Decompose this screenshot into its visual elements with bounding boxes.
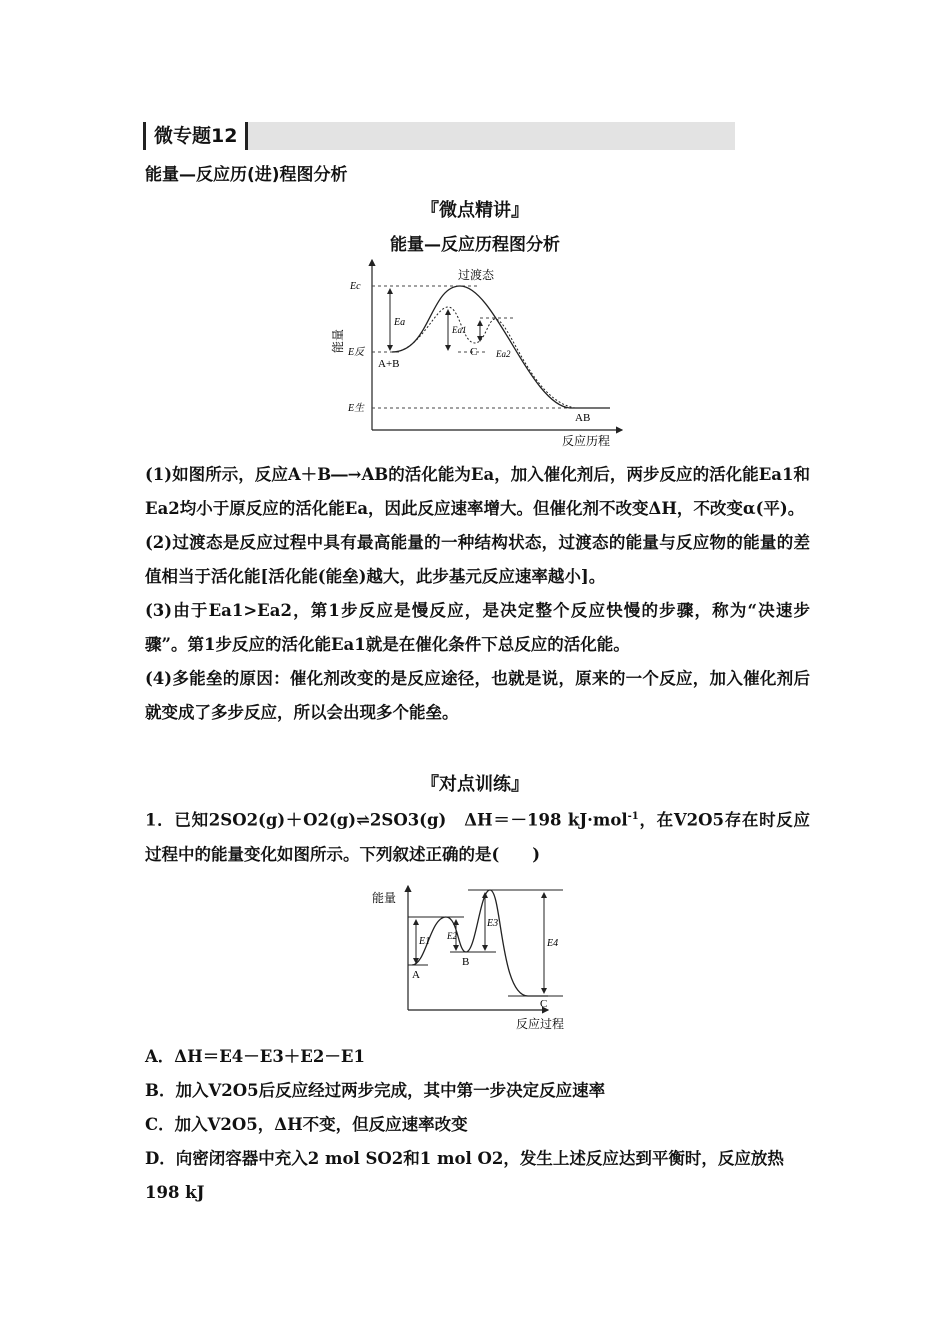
fig2-x-axis-label: 反应过程 bbox=[516, 1017, 565, 1031]
point-1: (1)如图所示，反应A＋B―→AB的活化能为Ea，加入催化剂后，两步反应的活化能Ea1和Ea2均小于原反应的活化能Ea，因此反应速率增大。但催化剂不改变ΔH，不改变α(平)。 bbox=[145, 465, 810, 518]
question-stem-superscript: -1 bbox=[627, 811, 639, 822]
section-title-practice: 『对点训练』 bbox=[421, 774, 529, 795]
fig1-catalyzed-curve bbox=[392, 307, 575, 408]
fig1-transition-state-label: 过渡态 bbox=[458, 268, 495, 282]
fig1-y-axis-label: 能量 bbox=[331, 328, 345, 353]
question-number: 1． bbox=[145, 810, 175, 830]
fig2-label-a: A bbox=[412, 969, 420, 981]
fig1-uncatalyzed-curve bbox=[392, 286, 610, 408]
fig2-y-axis-label: 能量 bbox=[372, 891, 397, 905]
fig1-ea-label: Ea bbox=[394, 317, 406, 328]
fig2-label-e2: E2 bbox=[447, 931, 457, 941]
question-stem-suffix: ，在V2O5存在时反应过程中的能量变化如图所示。下列叙述正确的是( ) bbox=[145, 810, 810, 864]
explanation-points bbox=[145, 458, 810, 730]
topic-header-bar bbox=[143, 122, 735, 150]
option-b: B．加入V2O5后反应经过两步完成，其中第一步决定反应速率 bbox=[145, 1081, 606, 1100]
point-4: (4)多能垒的原因：催化剂改变的是反应途径，也就是说，原来的一个反应，加入催化剂后就变成了多步反应，所以会出现多个能垒。 bbox=[145, 669, 810, 722]
question-1-stem bbox=[145, 800, 810, 872]
section-title-explanation: 『微点精讲』 bbox=[421, 200, 529, 221]
fig2-label-e4: E4 bbox=[547, 938, 559, 949]
topic-label: 微专题12 bbox=[143, 122, 248, 150]
fig1-level-e-prod: E生 bbox=[348, 403, 365, 414]
option-a: A．ΔH＝E4－E3＋E2－E1 bbox=[145, 1047, 365, 1066]
figure1-title: 能量—反应历程图分析 bbox=[390, 235, 560, 255]
fig1-level-e-react: E反 bbox=[348, 347, 365, 358]
fig1-reactant-label: A+B bbox=[378, 358, 400, 370]
option-d: D．向密闭容器中充入2 mol SO2和1 mol O2，发生上述反应达到平衡时，反应放热198 kJ bbox=[145, 1149, 784, 1202]
page-subtitle: 能量—反应历(进)程图分析 bbox=[145, 165, 348, 185]
energy-profile-figure-1 bbox=[330, 255, 630, 450]
fig2-label-e1: E1 bbox=[419, 936, 431, 947]
fig1-level-ec: Ec bbox=[350, 281, 361, 292]
fig2-label-c: C bbox=[540, 998, 548, 1010]
energy-profile-figure-2 bbox=[368, 880, 598, 1035]
fig1-x-axis-label: 反应历程 bbox=[562, 434, 611, 448]
fig2-label-e3: E3 bbox=[487, 918, 499, 929]
fig2-reaction-curve bbox=[412, 890, 548, 996]
point-3: (3)由于Ea1>Ea2，第1步反应是慢反应，是决定整个反应快慢的步骤，称为“决速步骤”。第1步反应的活化能Ea1就是在催化条件下总反应的活化能。 bbox=[145, 601, 810, 654]
fig1-ea1-label: Ea1 bbox=[452, 325, 467, 335]
fig1-intermediate-label: C bbox=[470, 346, 478, 358]
option-c: C．加入V2O5，ΔH不变，但反应速率改变 bbox=[145, 1115, 468, 1134]
question-stem-prefix: 已知2SO2(g)＋O2(g)⇌2SO3(g) ΔH＝－198 kJ·mol bbox=[174, 810, 628, 830]
fig1-product-label: AB bbox=[575, 412, 591, 424]
fig1-ea2-label: Ea2 bbox=[496, 349, 511, 359]
point-2: (2)过渡态是反应过程中具有最高能量的一种结构状态，过渡态的能量与反应物的能量的差值相当于活化能[活化能(能垒)越大，此步基元反应速率越小]。 bbox=[145, 533, 810, 586]
fig2-label-b: B bbox=[462, 956, 470, 968]
